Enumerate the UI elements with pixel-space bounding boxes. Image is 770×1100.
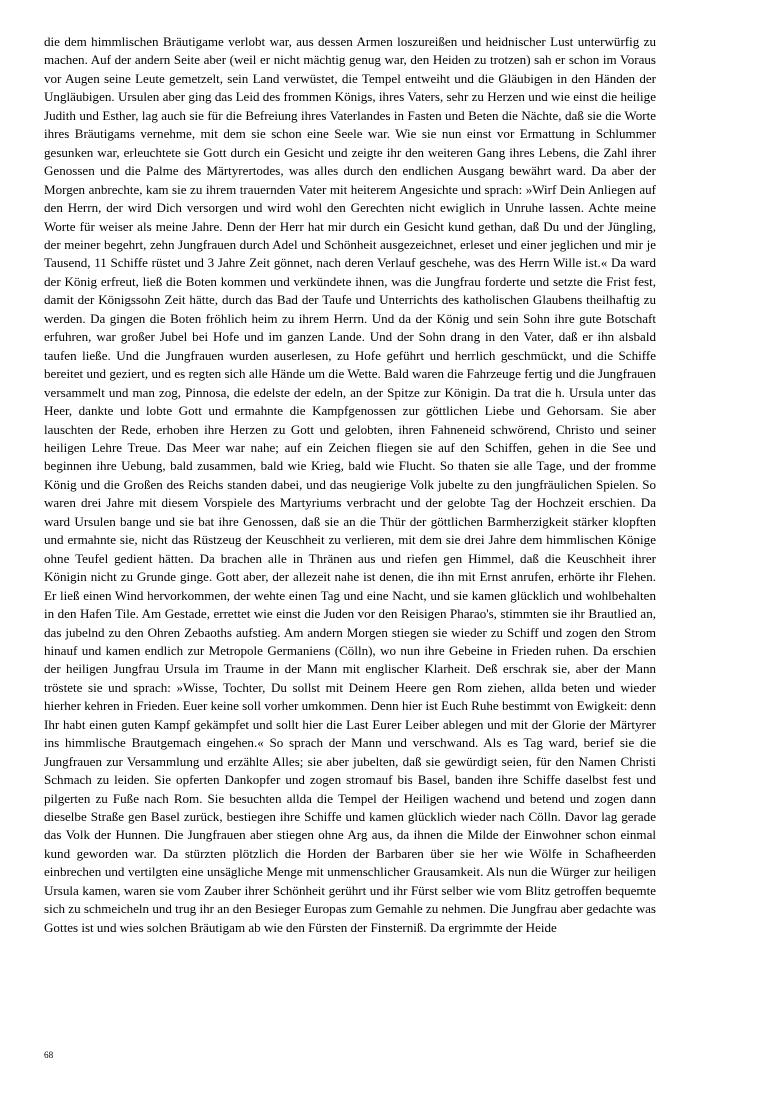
body-paragraph: die dem himmlischen Bräutigame verlobt war, aus dessen Armen loszureißen und heidnischer Lust unterwürfig zu machen. Auf der andern Seite aber (weil er nicht mächtig genug war, den Heiden zu trotzen) sah er schon im Voraus vor Augen seine Leute gemetzelt, sein Land verwüstet, die Tempel entweiht und die Gläubigen in den Händen der Ungläubigen. Ursulen aber ging das Leid des frommen Königs, ihres Vaters, sehr zu Herzen und wie einst die heilige Judith und Esther, lag auch sie für die Befreiung ihres Vaterlandes in Fasten und Beten die Nächte, daß sie die Worte ihres Bräutigams vernehme, mit dem sie schon eine Seele war. Wie sie nun einst vor Ermattung in Schlummer gesunken war, erleuchtete sie Gott durch ein Gesicht und zeigte ihr den weiteren Gang ihres Lebens, die Zahl ihrer Genossen und die Palme des Märtyrertodes, was alles durch den endlichen Ausgang bewährt ward. Da aber der Morgen anbrechte, kam sie zu ihrem trauernden Vater mit heiterem Angesichte und sprach: »Wirf Dein Anliegen auf den Herrn, der wird Dich versorgen und wird wohl den Gerechten nicht ewiglich in Unruhe lassen. Achte meine Worte für weiser als meine Jahre. Denn der Herr hat mir durch ein Gesicht kund gethan, daß Du und der Jüngling, der meiner begehrt, zehn Jungfrauen durch Adel und Schönheit ausgezeichnet, erleset und einer jeglichen und mir je Tausend, 11 Schiffe rüstet und 3 Jahre Zeit gönnet, nach deren Verlauf geschehe, was des Herrn Wille ist.« Da ward der König erfreut, ließ die Boten kommen und verkündete ihnen, was die Jungfrau forderte und setzte die Frist fest, damit der Königssohn Zeit hätte, durch das Bad der Taufe und Unterrichts des katholischen Glaubens theilhaftig zu werden. Da gingen die Boten fröhlich heim zu ihrem Herrn. Und da der König und sein Sohn ihre gute Botschaft erfuhren, war großer Jubel bei Hofe und im ganzen Lande. Und der Sohn drang in den Vater, daß er ihn alsbald taufen ließe. Und die Jungfrauen wurden auserlesen, zu Hofe geführt und herrlich geschmückt, und die Schiffe bereitet und geziert, und es regten sich alle Hände um die Wette. Bald waren die Fahrzeuge fertig und die Jungfrauen versammelt und man zog, Pinnosa, die edelste der edeln, an der Spitze zur Königin. Da trat die h. Ursula unter das Heer, dankte und lobte Gott und ermahnte die Kampfgenossen zur göttlichen Liebe und Gehorsam. Sie aber lauschten der Rede, erhoben ihre Herzen zu Gott und gelobten, ihren Fahneneid schwörend, Christo und seiner heiligen Lehre Treue. Das Meer war nahe; auf ein Zeichen fliegen sie auf den Schiffen, gehen in die See und beginnen ihre Uebung, bald zusammen, bald wie Krieg, bald wie Flucht. So thaten sie alle Tage, und der fromme König und die Großen des Reichs standen dabei, und das neugierige Volk jubelte zu den jungfräulichen Spielen. So waren drei Jahre mit diesem Vorspiele des Martyriums verbracht und der gelobte Tag der Hochzeit erschien. Da ward Ursulen bange und sie bat ihre Genossen, daß sie an die Thür der göttlichen Barmherzigkeit stärker klopften und ermahnte sie, nicht das Rüstzeug der Keuschheit zu verlieren, mit dem sie drei Jahre dem himmlischen Könige ohne Teufel gedient hätten. Da brachen alle in Thränen aus und riefen gen Himmel, daß die Keuschheit ihrer Königin nicht zu Grunde ginge. Gott aber, der allezeit nahe ist denen, die ihn mit Ernst anrufen, erhörte ihr Flehen. Er ließ einen Wind hervorkommen, der wehte einen Tag und eine Nacht, und sie kamen glücklich und wohlbehalten in den Hafen Tile. Am Gestade, errettet wie einst die Juden vor den Reisigen Pharao's, stimmten sie ihr Brautlied an, das jubelnd zu den Ohren Zebaoths aufstieg. Am andern Morgen stiegen sie wieder zu Schiff und zogen den Strom hinauf und kamen endlich zur Metropole Germaniens (Cölln), wo nun ihre Gebeine in Frieden ruhen. Da erschien der heiligen Jungfrau Ursula im Traume in der Mann mit englischer Klarheit. Deß erschrak sie, aber der Mann tröstete sie und sprach: »Wisse, Tochter, Du sollst mit Deinem Heere gen Rom ziehen, allda beten und wieder hierher kehren in Frieden. Euer keine soll vorher umkommen. Denn hier ist Euch Ruhe bestimmt von Ewigkeit: denn Ihr habt einen guten Kampf gekämpfet und sollt hier die Last Eurer Leiber ablegen und mit der Glorie der Märtyrer ins himmlische Brautgemach eingehen.« So sprach der Mann und verschwand. Als es Tag ward, berief sie die Jungfrauen zur Versammlung und erzählte Alles; sie aber jubelten, daß sie gewürdigt seien, für den Namen Christi Schmach zu leiden. Sie opferten Dankopfer und zogen stromauf bis Basel, banden ihre Schiffe daselbst fest und pilgerten zu Fuße nach Rom. Sie besuchten allda die Tempel der Heiligen wachend und betend und zogen dann dieselbe Straße gen Basel zurück, bestiegen ihre Schiffe und kamen glücklich wieder nach Cölln. Davor lag gerade das Volk der Hunnen. Die Jungfrauen aber stiegen ohne Arg aus, da ihnen die Milde der Einwohner schon einmal kund geworden war. Da stürzten plötzlich die Horden der Barbaren über sie her wie Wölfe in Schafheerden einbrechen und vertilgten eine unsägliche Menge mit unmenschlicher Grausamkeit. Als nun die Würger zur heiligen Ursula kamen, waren sie vom Zauber ihrer Schönheit gerührt und ihr Fürst selber wie vom Blitz getroffen bequemte sich zu schmeicheln und trug ihr an den Besieger Europas zum Gemahle zu nehmen. Die Jungfrau aber gedachte was Gottes ist und wies solchen Bräutigam ab wie den Fürsten der Finsterniß. Da ergrimmte der Heide xyxy=(44,34,656,935)
page-body-text xyxy=(44,33,656,937)
page-number: 68 xyxy=(44,1050,54,1060)
